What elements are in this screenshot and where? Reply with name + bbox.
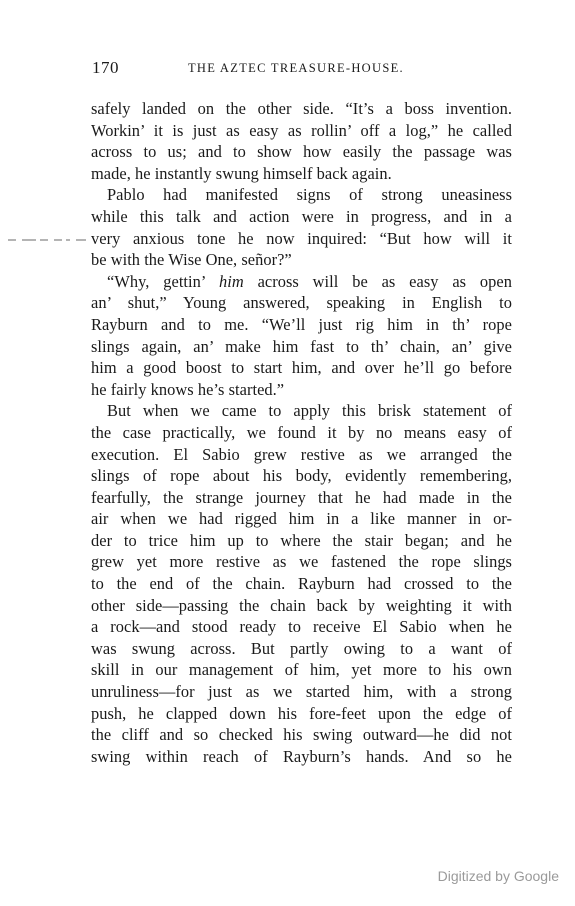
text-line: a rock—and stood ready to receive El Sabio when he — [91, 617, 512, 637]
text-line: very anxious tone he now inquired: “But how will it — [91, 228, 512, 248]
page-header — [92, 58, 512, 80]
text-line: be with the Wise One, señor?” — [91, 250, 292, 270]
text-line: was swung across. But partly owing to a want of — [91, 638, 512, 658]
text-line: push, he clapped down his fore-feet upon the edge of — [91, 703, 512, 723]
text-line: Pablo had manifested signs of strong uneasiness — [107, 185, 512, 205]
text-line: safely landed on the other side. “It’s a boss invention. — [91, 99, 512, 118]
text-line: he fairly knows he’s started.” — [91, 379, 285, 399]
pencil-margin-mark — [8, 238, 88, 242]
text-line: slings again, an’ make him fast to th’ chain, an’ give — [91, 336, 512, 356]
text-line: other side—passing the chain back by weighting it with — [91, 595, 512, 615]
text-line: unruliness—for just as we started him, with a strong — [91, 682, 512, 702]
text-line: grew yet more restive as we fastened the rope slings — [91, 552, 512, 572]
text-line: Rayburn and to me. “We’ll just rig him in th’ rope — [91, 314, 512, 334]
text-line: to the end of the chain. Rayburn had crossed to the — [91, 574, 512, 594]
text-line: the cliff and so checked his swing outward—he did not — [91, 725, 512, 745]
text-line: “Why, gettin’ him across will be as easy as open — [107, 271, 512, 291]
text-line: fearfully, the strange journey that he had made in the — [91, 487, 512, 507]
running-head: THE AZTEC TREASURE-HOUSE. — [188, 61, 404, 75]
text-line: der to trice him up to where the stair began; and he — [91, 530, 512, 550]
text-line: swing within reach of Rayburn’s hands. And so he — [91, 746, 512, 766]
text-line: the case practically, we found it by no means easy of — [91, 422, 512, 442]
text-line: made, he instantly swung himself back again. — [91, 163, 392, 183]
page-number: 170 — [92, 58, 119, 77]
text-line: skill in our management of him, yet more to his own — [91, 660, 512, 680]
digitized-by-google-watermark: Digitized by Google — [437, 868, 559, 884]
text-line: him a good boost to start him, and over he’ll go before — [91, 358, 512, 378]
body-text — [91, 98, 512, 767]
text-line: while this talk and action were in progress, and in a — [91, 206, 512, 226]
text-line: an’ shut,” Young answered, speaking in English to — [91, 293, 512, 313]
text-line: air when we had rigged him in a like manner in or- — [91, 509, 512, 529]
text-line: slings of rope about his body, evidently remembering, — [91, 466, 512, 486]
text-line: But when we came to apply this brisk statement of — [107, 401, 512, 421]
emphasis: him — [219, 271, 244, 291]
text-line: across to us; and to show how easily the passage was — [91, 142, 512, 162]
text-line: execution. El Sabio grew restive as we arranged the — [91, 444, 512, 464]
text-line: Workin’ it is just as easy as rollin’ off a log,” he called — [91, 120, 512, 140]
